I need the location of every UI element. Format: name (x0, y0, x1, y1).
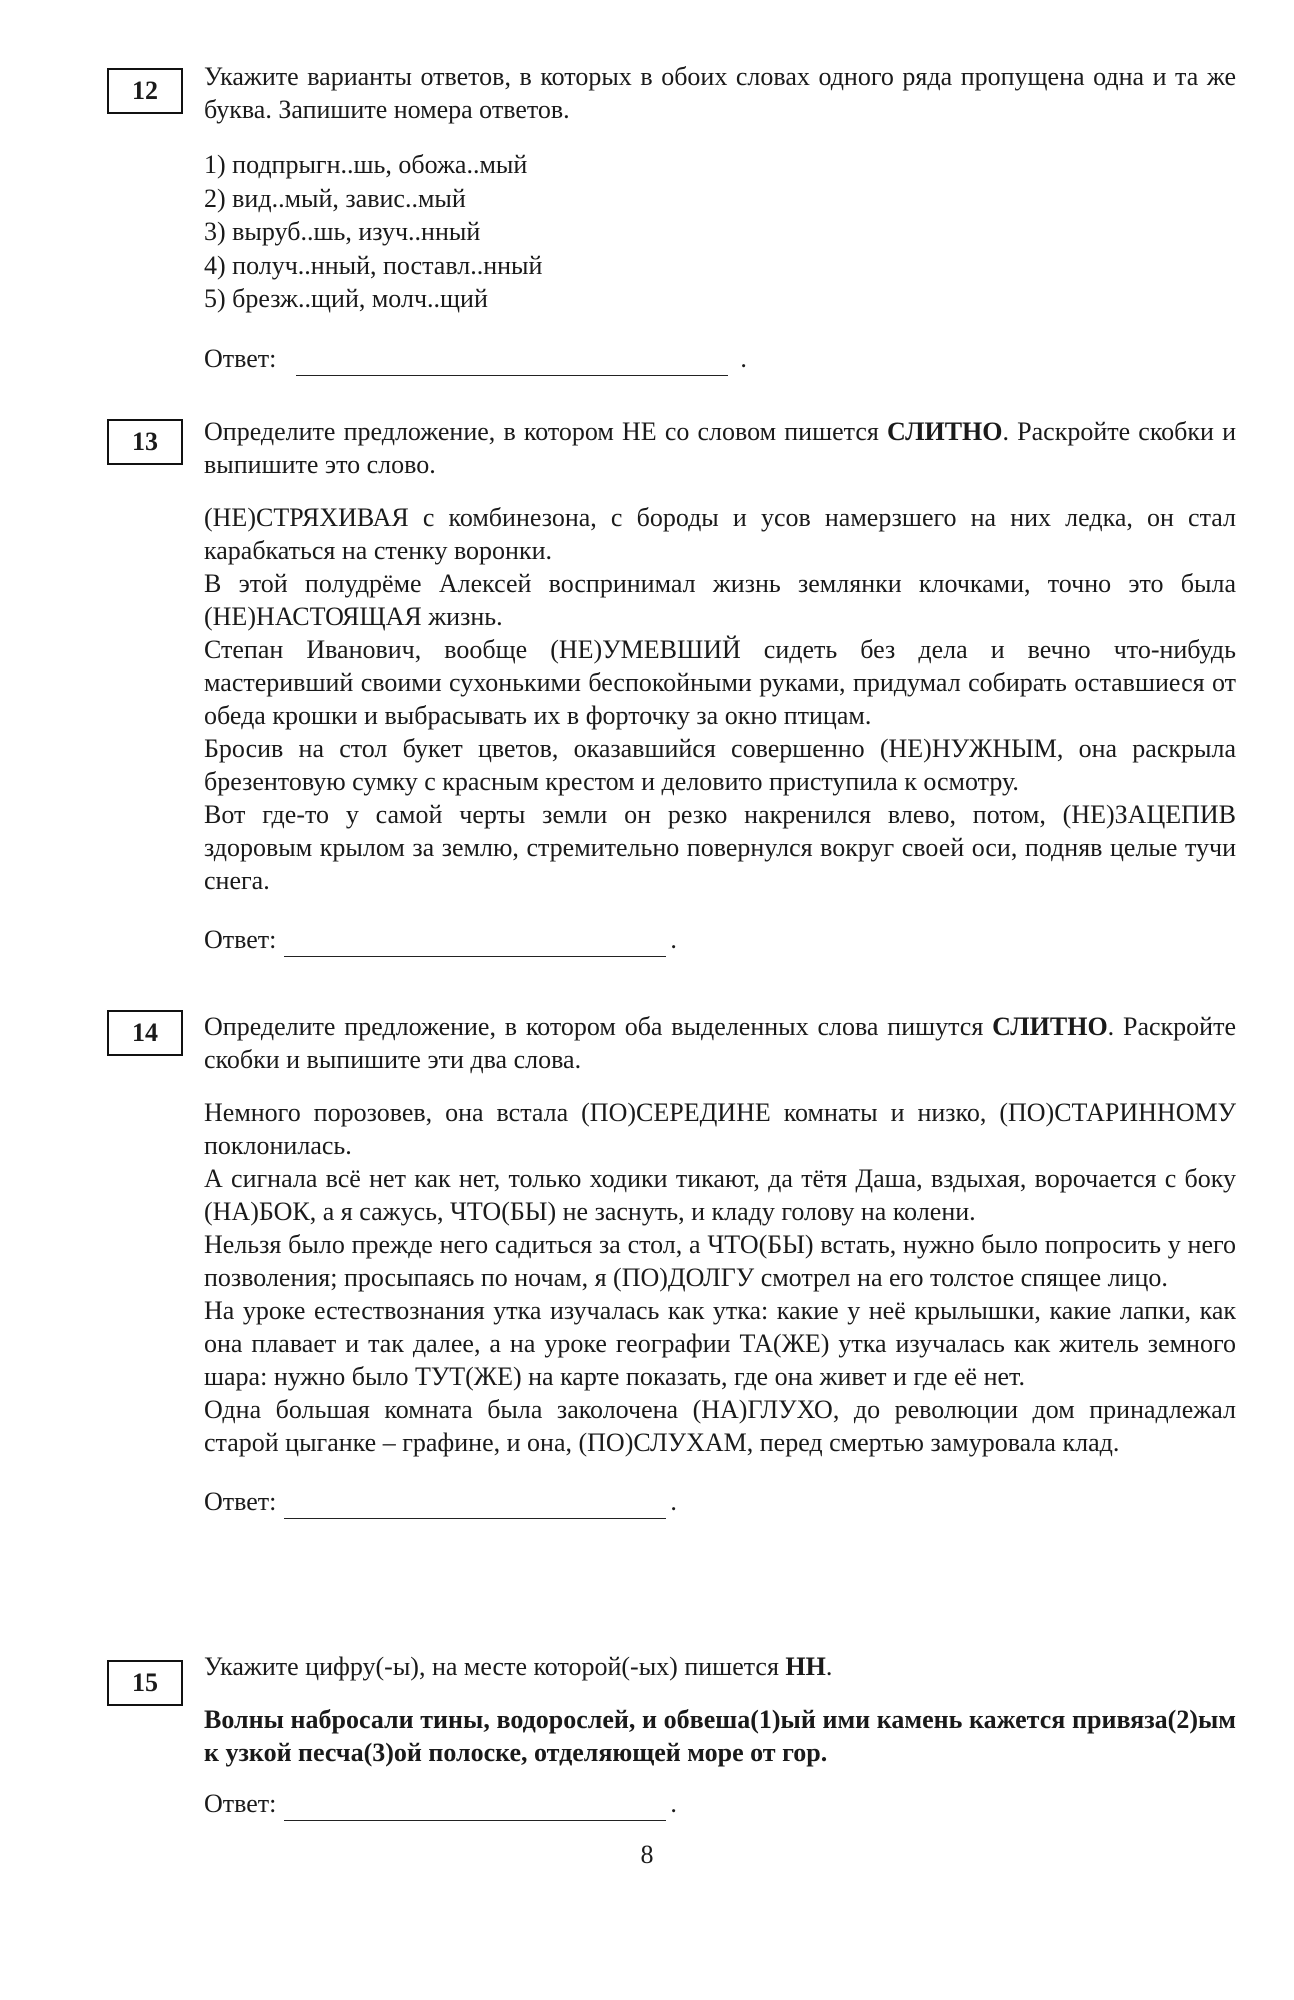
task-12-answer (204, 342, 1236, 376)
task-14-sentence-3: Нельзя было прежде него садиться за стол, а ЧТО(БЫ) встать, нужно было попросить у него позволения; просыпаясь по ночам, я (ПО)ДОЛГУ смотрел на его толстое спящее лицо. (204, 1230, 1236, 1292)
option-4: 4) получ..нный, поставл..нный (204, 250, 543, 280)
task-number-15: 15 (107, 1660, 183, 1706)
answer-label: Ответ: (204, 1789, 277, 1818)
task-15-sentence: Волны набросали тины, водорослей, и обвеша(1)ый ими камень кажется привяза(2)ым к узкой песча(3)ой полоске, отделяющей море от гор. (204, 1705, 1236, 1767)
task-12-options (204, 148, 1236, 316)
task-14-answer (204, 1485, 1236, 1519)
task-13-question: Определите предложение, в котором НЕ со словом пишется СЛИТНО. Раскройте скобки и выпишите это слово. (204, 417, 1237, 479)
answer-label: Ответ: (204, 925, 277, 954)
task-number-14: 14 (107, 1010, 183, 1056)
answer-line[interactable] (296, 349, 728, 376)
answer-label: Ответ: (204, 1487, 277, 1516)
task-14-sentence-4: На уроке естествознания утка изучалась как утка: какие у неё крылышки, какие лапки, как она плавает и так далее, а на уроке географии ТА(ЖЕ) утка изучалась как житель земного шара: нужно было ТУТ(ЖЕ) на карте показать, где она живет и где её нет. (204, 1296, 1236, 1391)
answer-end: . (670, 1487, 677, 1516)
task-12-question: Укажите варианты ответов, в которых в обоих словах одного ряда пропущена одна и та же буква. Запишите номера ответов. (204, 62, 1236, 124)
task-14-sentence-1: Немного порозовев, она встала (ПО)СЕРЕДИНЕ комнаты и низко, (ПО)СТАРИННОМУ поклонилась. (204, 1098, 1236, 1160)
page-number: 8 (640, 1840, 654, 1869)
task-14-question: Определите предложение, в котором оба выделенных слова пишутся СЛИТНО. Раскройте скобки и выпишите эти два слова. (204, 1012, 1236, 1074)
task-13-sentence-3: Степан Иванович, вообще (НЕ)УМЕВШИЙ сидеть без дела и вечно что-нибудь мастеривший своими сухонькими беспокойными руками, придумал собирать оставшиеся от обеда крошки и выбрасывать их в форточку за окно птицам. (204, 635, 1236, 730)
option-2: 2) вид..мый, завис..мый (204, 183, 466, 213)
task-13-sentence-5: Вот где-то у самой черты земли он резко накренился влево, потом, (НЕ)ЗАЦЕПИВ здоровым крылом за землю, стремительно повернулся вокруг своей оси, подняв целые тучи снега. (204, 800, 1236, 895)
task-15-question: Укажите цифру(-ы), на месте которой(-ых) пишется НН. (204, 1652, 833, 1681)
task-13-sentence-1: (НЕ)СТРЯХИВАЯ с комбинезона, с бороды и усов намерзшего на них ледка, он стал карабкаться на стенку воронки. (204, 503, 1236, 565)
task-13-sentence-4: Бросив на стол букет цветов, оказавшийся совершенно (НЕ)НУЖНЫМ, она раскрыла брезентовую сумку с красным крестом и деловито приступила к осмотру. (204, 734, 1236, 796)
task-number-12: 12 (107, 68, 183, 114)
answer-line[interactable] (284, 1794, 666, 1821)
answer-end: . (670, 925, 677, 954)
task-14-sentence-5: Одна большая комната была заколочена (НА)ГЛУХО, до революции дом принадлежал старой цыганке – графине, и она, (ПО)СЛУХАМ, перед смертью замуровала клад. (204, 1395, 1236, 1457)
answer-end: . (670, 1789, 677, 1818)
task-13-sentence-2: В этой полудрёме Алексей воспринимал жизнь землянки клочками, точно это была (НЕ)НАСТОЯЩАЯ жизнь. (204, 569, 1236, 631)
option-1: 1) подпрыгн..шь, обожа..мый (204, 150, 528, 179)
option-3: 3) выруб..шь, изуч..нный (204, 217, 481, 246)
task-13-answer (204, 923, 1236, 957)
task-number-13: 13 (107, 419, 183, 465)
answer-end: . (740, 343, 747, 373)
task-15-answer (204, 1787, 1236, 1821)
option-5: 5) брезж..щий, молч..щий (204, 284, 488, 313)
answer-line[interactable] (284, 930, 666, 957)
task-14-sentence-2: А сигнала всё нет как нет, только ходики тикают, да тётя Даша, вздыхая, ворочается с боку (НА)БОК, а я сажусь, ЧТО(БЫ) не заснуть, и кладу голову на колени. (204, 1164, 1236, 1226)
answer-line[interactable] (284, 1492, 666, 1519)
answer-label: Ответ: (204, 343, 277, 373)
